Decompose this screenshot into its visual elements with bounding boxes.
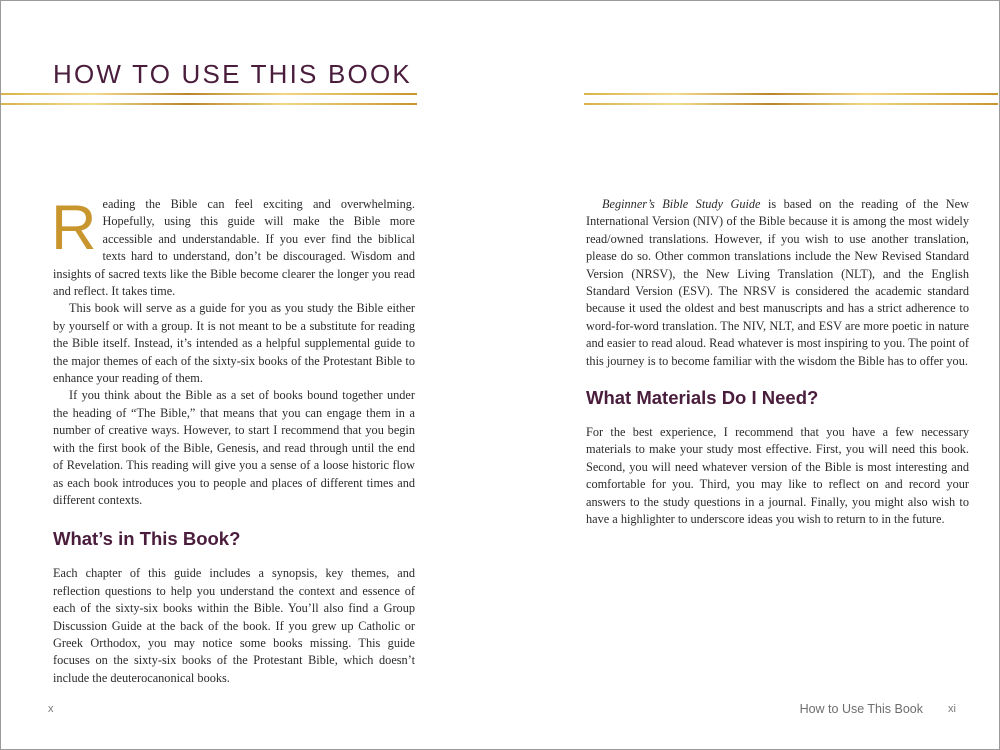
body-paragraph: If you think about the Bible as a set of books bound together under the heading of “The Bible,” that means that you can engage them in a number of creative ways. However, to start I recommend that you begin with the first book of the Bible, Genesis, and read through until the end of Revelation. This reading will give you a sense of a loose historic flow as each book introduces you to people and places of different times and different contexts. xyxy=(53,388,415,507)
section-heading: What Materials Do I Need? xyxy=(586,387,819,409)
chapter-title: HOW TO USE THIS BOOK xyxy=(53,59,412,89)
left-page-text xyxy=(51,193,415,687)
body-paragraph xyxy=(586,196,969,370)
intro-paragraph-text: eading the Bible can feel exciting and overwhelming. Hopefully, using this guide will make the Bible more accessible and understandable. If you ever find the biblical texts hard to understand, don’t be discouraged. Wisdom and insights of sacred texts like the Bible become clearer the longer you read and reflect. It takes time. xyxy=(53,197,415,299)
body-paragraph: For the best experience, I recommend that you have a few necessary materials to make your study most effective. First, you will need this book. Second, you will need whatever version of the Bible is most interesting and comfortable for you. Third, you may like to reflect on and record your answers to the study questions in a journal. Finally, you might also wish to have a highlighter to underscore ideas you wish to return to in the future. xyxy=(586,425,969,527)
page-number-right: xi xyxy=(948,703,956,715)
body-paragraph: This book will serve as a guide for you as you study the Bible either by yourself or with a group. It is not meant to be a substitute for reading the Bible itself. Instead, it’s intended as a helpful supplemental guide to the major themes of each of the sixty-six books of the Protestant Bible to enhance your reading of them. xyxy=(53,301,415,386)
section-heading: What’s in This Book? xyxy=(53,528,241,550)
intro-paragraph xyxy=(51,193,415,300)
drop-cap: R xyxy=(51,193,97,263)
book-title-italic: Beginner’s Bible Study Guide xyxy=(602,197,761,211)
body-paragraph: Each chapter of this guide includes a synopsis, key themes, and reflection questions to help you understand the context and essence of each of the sixty-six books within the Bible. You’ll also find a Group Discussion Guide at the back of the book. If you grew up Catholic or Greek Orthodox, you may notice some books missing. This guide focuses on the sixty-six books of the Protestant Bible, which doesn’t include the deuterocanonical books. xyxy=(53,566,415,685)
right-page-text xyxy=(586,196,969,529)
gold-rule xyxy=(584,93,998,95)
gold-rule xyxy=(1,93,417,95)
page-number-left: x xyxy=(48,703,54,715)
body-paragraph-text: is based on the reading of the New International Version (NIV) of the Bible because it is among the most widely read/owned translations. However, if you wish to use another translation, please do so. Other common translations include the New Revised Standard Version (NRSV), the New Living Translation (NLT), and the English Standard Version (ESV). The NRSV is considered the academic standard because it used the oldest and best manuscripts and has a strict adherence to word-for-word translation. The NIV, NLT, and ESV are more poetic in nature and easier to read aloud. Read whatever is most inspiring to you. The point of this journey is to become familiar with the wisdom the Bible has to offer you. xyxy=(586,197,969,368)
gold-rule xyxy=(1,103,417,105)
gold-rule xyxy=(584,103,998,105)
running-head: How to Use This Book xyxy=(799,702,923,716)
